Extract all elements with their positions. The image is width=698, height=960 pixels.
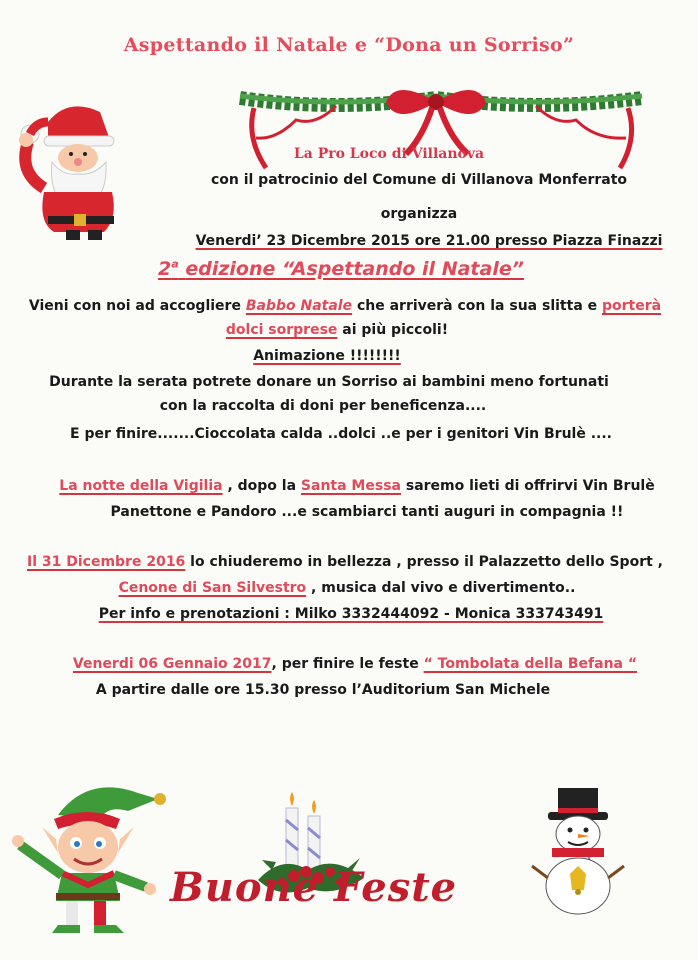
patronage-text: con il patrocinio del Comune di Villanova Monferrato [210, 172, 628, 188]
edition-suffix: a [171, 258, 179, 271]
p1-line4: Durante la serata potrete donare un Sorriso ai bambini meno fortunati [49, 374, 609, 390]
p1-line5: con la raccolta di doni per beneficenza.... [159, 398, 487, 414]
organizer-name: La Pro Loco di Villanova [293, 146, 485, 162]
p2-line1: La notte della Vigilia , dopo la Santa Messa saremo lieti di offrirvi Vin Brulè [59, 478, 655, 494]
elf-icon [8, 775, 168, 940]
organizes-text: organizza [380, 206, 458, 222]
p1-line6: E per finire.......Cioccolata calda ..dolci ..e per i genitori Vin Brulè .... [70, 426, 612, 442]
cenone-text: Cenone di San Silvestro [118, 580, 307, 596]
santa-messa-text: Santa Messa [300, 478, 401, 494]
dicembre-date: Il 31 Dicembre 2016 [27, 554, 186, 570]
dolci-sorprese-text: dolci sorprese [225, 322, 338, 338]
vigilia-text: La notte della Vigilia [59, 478, 223, 494]
animazione-text: Animazione !!!!!!!! [253, 348, 401, 364]
p1-line2: dolci sorprese ai più piccoli! [225, 322, 449, 338]
p1-line1: Vieni con noi ad accogliere Babbo Natale che arriverà con la sua slitta e porterà [28, 298, 662, 314]
p2-line2: Panettone e Pandoro ...e scambiarci tanti auguri in compagnia !! [110, 504, 624, 520]
edition-heading [0, 258, 690, 280]
flyer-title: Aspettando il Natale e “Dona un Sorriso” [123, 34, 575, 56]
event-date: Venerdi’ 23 Dicembre 2015 ore 21.00 presso Piazza Finazzi [195, 233, 663, 249]
snowman-icon [528, 786, 628, 921]
p4-line2: A partire dalle ore 15.30 presso l’Auditorium San Michele [95, 682, 551, 698]
p3-line1: Il 31 Dicembre 2016 lo chiuderemo in bellezza , presso il Palazzetto dello Sport , [27, 554, 663, 570]
tombolata-text: “ Tombolata della Befana “ [423, 656, 638, 672]
edition-title: edizione “Aspettando il Natale” [185, 258, 524, 281]
babbo-natale-text: Babbo Natale [245, 298, 353, 314]
edition-number: 2 [158, 258, 172, 281]
portera-text: porterà [602, 298, 662, 314]
buone-feste-greeting: Buone Feste [170, 864, 458, 911]
info-contacts: Per info e prenotazioni : Milko 3332444092 - Monica 333743491 [98, 606, 604, 622]
gennaio-date: Venerdi 06 Gennaio 2017 [72, 656, 272, 672]
p3-line2: Cenone di San Silvestro , musica dal vivo e divertimento.. [118, 580, 576, 596]
p4-line1: Venerdi 06 Gennaio 2017, per finire le feste “ Tombolata della Befana “ [72, 656, 638, 672]
